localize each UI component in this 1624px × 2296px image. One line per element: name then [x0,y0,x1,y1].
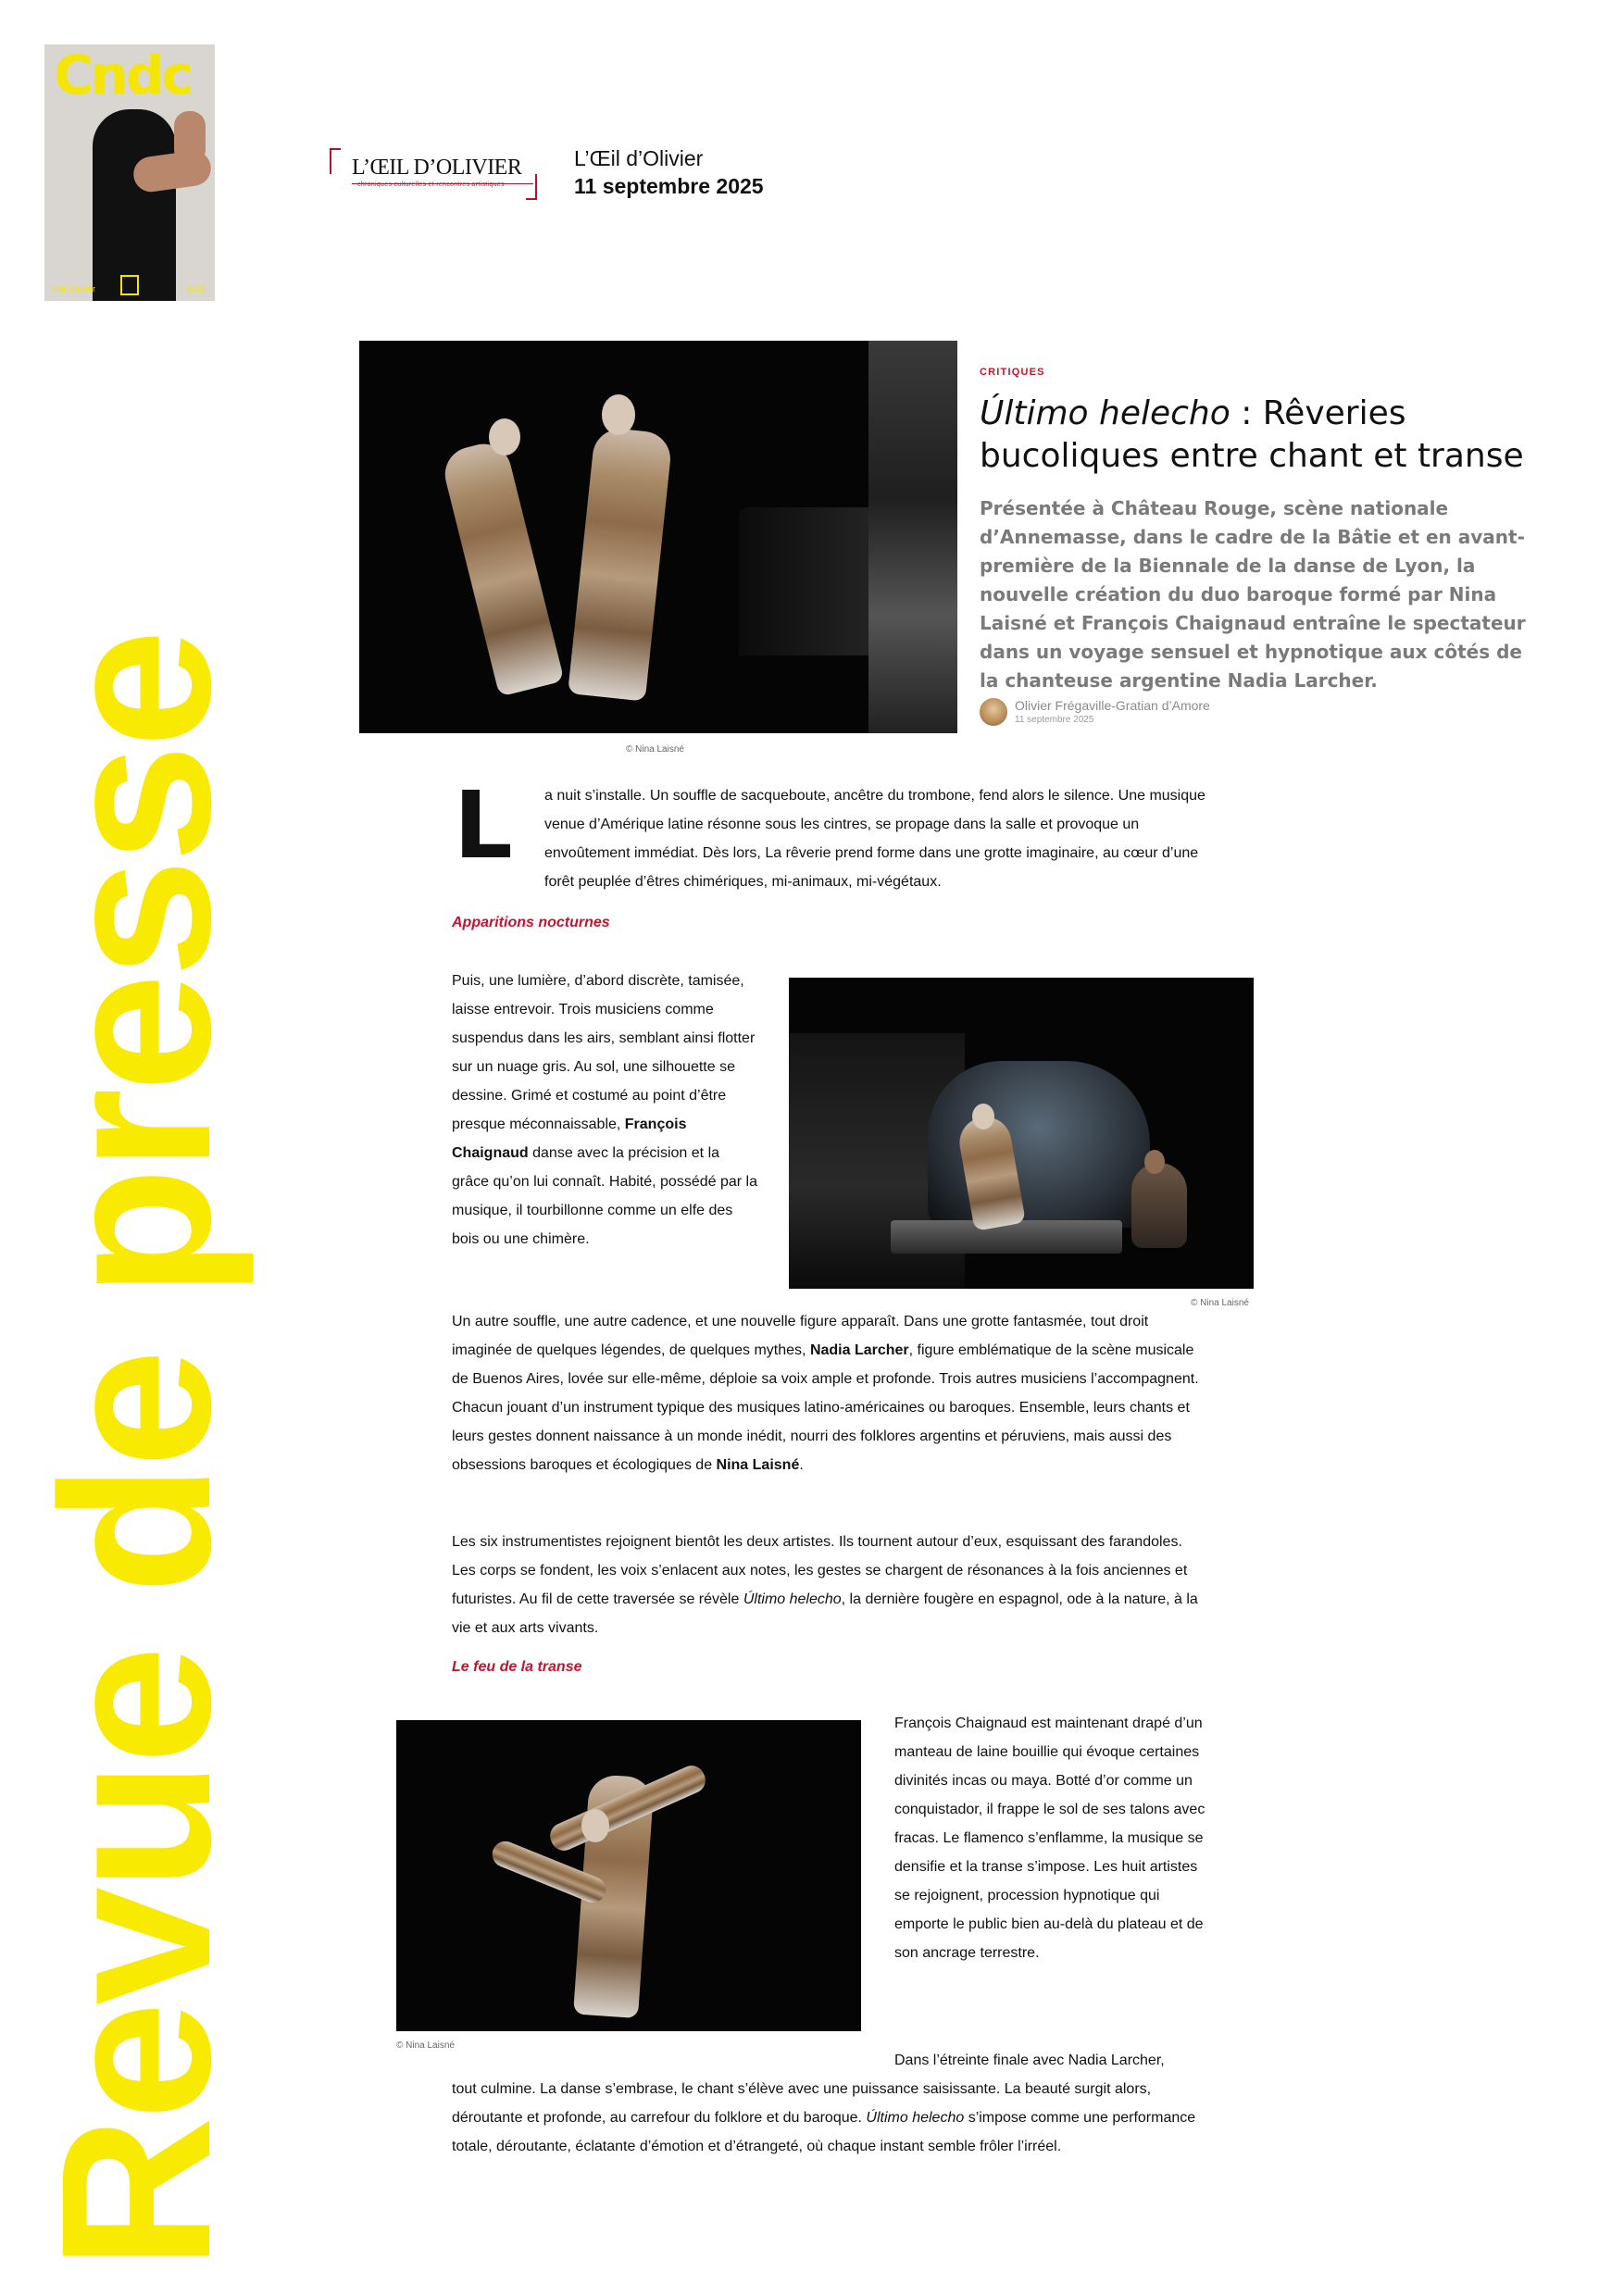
paragraph-3 [452,1307,1207,1479]
paragraph-6-text-c: s’impose comme une performance totale, déroutante, éclatante d’émotion et d’étrangeté, où chaque instant semble frôler l’irréel. [452,2110,1196,2154]
cover-year: 2025 [186,284,206,293]
author-date: 11 septembre 2025 [1015,715,1094,725]
article-title-rest: : Rêveries bucoliques entre chant et transe [980,394,1524,475]
paragraph-6-text-a: tout culmine. La danse s’embrase, le chant s’élève avec une puissance saisissante. La beauté surgit alors, déroutante et profonde, au carrefour du folklore et du baroque. [452,2081,1152,2126]
publication-logo [330,148,537,200]
paragraph-3-text-a: Un autre souffle, une autre cadence, et une nouvelle figure apparaît. Dans une grotte fantasmée, tout droit imaginée de quelques légendes, de quelques mythes, [452,1314,1149,1358]
cave-scene-photo [789,978,1254,1289]
article-title [980,393,1554,478]
solo-dancer-head [581,1809,609,1842]
logo-tagline: chroniques culturelles et rencontres artistiques [357,181,505,188]
subheading-2: Le feu de la transe [452,1659,582,1675]
logo-bracket-right [526,174,537,200]
publication-date: 11 septembre 2025 [574,174,764,198]
publication-info [574,144,764,200]
paragraph-3-text-c: , figure emblématique de la scène musicale de Buenos Aires, lovée sur elle-même, déploie sa voix ample et profonde. Trois autres musiciens l’accompagnent. Chacun jouant d’un instrument typique des musiques latino-américaines ou baroques. Ensemble, leurs chants et leurs gestes donnent naissance à un monde inédit, nourri des folklores argentins et péruviens, mais aussi des obsessions baroques et écologiques de [452,1342,1199,1473]
article-lede: Présentée à Château Rouge, scène nationale d’Annemasse, dans le cadre de la Bâtie et en avant-première de la Biennale de la danse de Lyon, la nouvelle création du duo baroque formé par Nina Laisné et François Chaignaud entraîne le spectateur dans un voyage sensuel et hypnotique aux côtés de la chanteuse argentine Nadia Larcher. [980,497,1526,692]
paragraph-3-name-1: Nadia Larcher [809,1342,909,1358]
paragraph-3-name-2: Nina Laisné [716,1457,800,1473]
cave-singer-head [972,1104,994,1129]
paragraph-4-text-a: Les six instrumentistes rejoignent bientôt les deux artistes. Ils tournent autour d’eux, esquissant des farandoles. Les corps se fondent, les voix s’enlacent aux notes, les gestes se chargent de résonances à la fois anciennes et futuristes. Au fil de cette traversée se révèle [452,1534,1188,1607]
cover-brand: Cndc [54,44,191,106]
paragraph-1: a nuit s’installe. Un souffle de sacqueboute, ancêtre du trombone, fend alors le silence. Une musique venue d’Amérique latine résonne sous les cintres, se propage dans la salle et provoque un envoûtement immédiat. Dès lors, La rêverie prend forme dans une grotte imaginaire, au cœur d’une forêt peuplée d’êtres chimériques, mi-animaux, mi-végétaux. [544,788,1206,890]
cover-author: Noé Soulier [52,284,96,293]
hero-photo [359,341,957,733]
paragraph-6 [452,2046,1207,2161]
paragraph-2 [452,967,757,1254]
paragraph-6-title: Último helecho [866,2110,965,2126]
drop-cap: L [454,771,513,880]
hero-stairs [739,507,868,655]
paragraph-3-text-e: . [799,1457,804,1473]
hero-photo-credit: © Nina Laisné [626,744,684,755]
cave-musician [1131,1163,1187,1248]
paragraph-2-name: François Chaignaud [452,1117,687,1161]
paragraph-4-title: Último helecho [743,1591,842,1607]
solo-dancer-photo [396,1720,861,2031]
hero-rock-column [868,341,957,733]
hero-dancer-2-head [602,394,635,435]
logo-name: L’ŒIL D’OLIVIER [352,156,522,180]
solo-photo-credit: © Nina Laisné [396,2040,455,2051]
paragraph-2-text-a: Puis, une lumière, d’abord discrète, tamisée, laisse entrevoir. Trois musiciens comme suspendus dans les airs, semblant ainsi flotter sur un nuage gris. Au sol, une silhouette se dessine. Grimé et costumé au point d’être presque méconnaissable, [452,973,756,1132]
article-category[interactable]: CRITIQUES [980,367,1045,378]
logo-bracket-left [330,148,341,174]
author-name[interactable]: Olivier Frégaville-Gratian d’Amore [1015,698,1210,713]
author-avatar [980,698,1007,726]
cave-photo-credit: © Nina Laisné [1191,1298,1249,1308]
article-title-italic: Último helecho [980,394,1230,432]
paragraph-5: François Chaignaud est maintenant drapé d’un manteau de laine bouillie qui évoque certaines divinités incas ou maya. Botté d’or comme un conquistador, il frappe le sol de ses talons avec fracas. Le flamenco s’enflamme, la musique se densifie et la transe s’impose. Les huit artistes se rejoignent, procession hypnotique qui emporte le public bien au-delà du plateau et de son ancrage terrestre. [894,1716,1206,1961]
cover-dancer-silhouette [93,109,176,301]
cover-hand [174,111,206,165]
sidebar-title: Revue de presse [17,632,255,2270]
subheading-1: Apparitions nocturnes [452,915,610,930]
publication-name: L’Œil d’Olivier [574,146,704,170]
brochure-cover-image [44,44,215,301]
paragraph-4-text-c: , la dernière fougère en espagnol, ode à la nature, à la vie et aux arts vivants. [452,1591,1198,1636]
paragraph-2-text-c: danse avec la précision et la grâce qu’on lui connaît. Habité, possédé par la musique, il tourbillonne comme un elfe des bois ou une chimère. [452,1145,757,1247]
paragraph-4 [452,1528,1207,1642]
hero-dancer-2 [568,426,673,701]
hero-dancer-1-head [489,418,520,455]
cave-musician-head [1144,1150,1165,1174]
paragraph-6-first-line: Dans l’étreinte finale avec Nadia Larcher, [894,2053,1165,2068]
hero-dancer-1 [439,438,564,696]
cover-emblem-icon [120,275,139,295]
